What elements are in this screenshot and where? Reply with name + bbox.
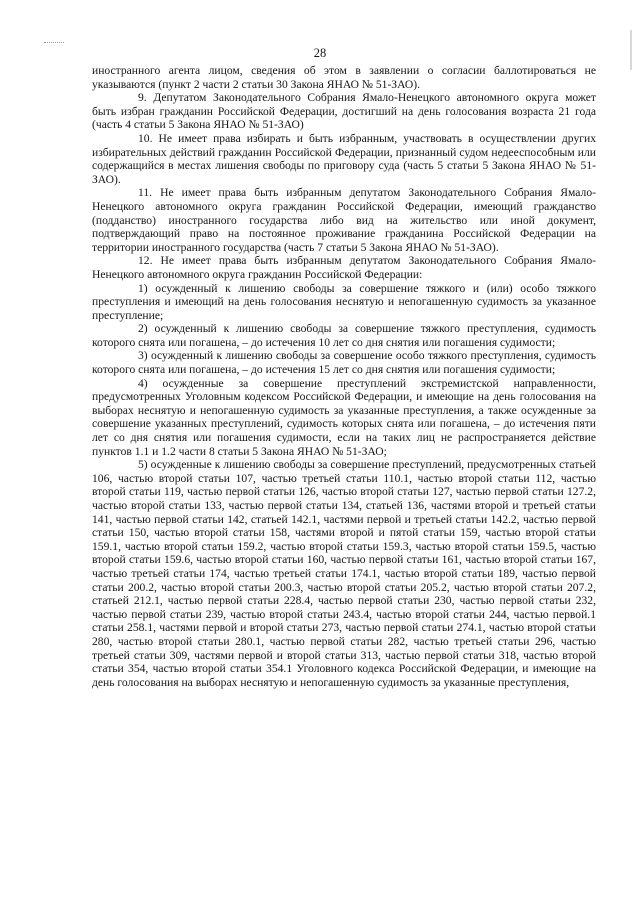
paragraph-subitem-2: 2) осужденный к лишению свободы за совершение тяжкого преступления, судимость которого снята или погашена, – до истечения 10 лет со дня снятия или погашения судимости; <box>92 322 596 349</box>
paragraph-continuation: иностранного агента лицом, сведения об этом в заявлении о согласии баллотироваться не указываются (пункт 2 части 2 статьи 30 Закона ЯНАО № 51-ЗАО). <box>92 64 596 91</box>
document-body <box>92 64 596 689</box>
paragraph-item-10: 10. Не имеет права избирать и быть избранным, участвовать в осуществлении других избирательных действий гражданин Российской Федерации, признанный судом недееспособным или содержащийся в местах лишения свободы по приговору суда (часть 5 статьи 5 Закона ЯНАО № 51-ЗАО). <box>92 131 596 186</box>
paragraph-item-12: 12. Не имеет права быть избранным депутатом Законодательного Собрания Ямало-Ненецкого автономного округа гражданин Российской Федерации: <box>92 254 596 281</box>
scan-artifact-mark <box>44 42 64 43</box>
paragraph-subitem-4: 4) осужденные за совершение преступлений экстремистской направленности, предусмотренных Уголовным кодексом Российской Федерации, и имеющие на день голосования на выборах неснятую и непогашенную судимость за указанные преступления, а также осужденные за совершение указанных преступлений, судимость которых снята или погашена, – до истечения пяти лет со дня снятия или погашения судимости, если на таких лиц не распространяется действие пунктов 1.1 и 1.2 части 8 статьи 5 Закона ЯНАО № 51-ЗАО; <box>92 376 596 458</box>
paragraph-subitem-1: 1) осужденный к лишению свободы за совершение тяжкого и (или) особо тяжкого преступления и имеющий на день голосования неснятую и непогашенную судимость за указанное преступление; <box>92 281 596 322</box>
page-number: 28 <box>313 46 327 60</box>
paragraph-item-9: 9. Депутатом Законодательного Собрания Ямало-Ненецкого автономного округа может быть избран гражданин Российской Федерации, достигший на день голосования возраста 21 года (часть 4 статьи 5 Закона ЯНАО № 51-ЗАО) <box>92 91 596 132</box>
paragraph-subitem-3: 3) осужденный к лишению свободы за совершение особо тяжкого преступления, судимость которого снята или погашена, – до истечения 15 лет со дня снятия или погашения судимости; <box>92 349 596 377</box>
paragraph-subitem-5: 5) осужденные к лишению свободы за совершение преступлений, предусмотренных статьей 106, частью второй статьи 107, частью третьей статьи 110.1, частью второй статьи 112, частью второй статьи 119, частью первой статьи 126, частью второй статьи 127, частью первой статьи 127.2, частью второй статьи 133, частью первой статьи 134, статьей 136, частями второй и третьей статьи 141, частью первой статьи 142, статьей 142.1, частями первой и третьей статьи 142.2, частью первой статьи 150, частью второй статьи 158, частями второй и пятой статьи 159, частью второй статьи 159.1, частью второй статьи 159.2, частью второй статьи 159.3, частью второй статьи 159.5, частью второй статьи 159.6, частью второй статьи 160, частью первой статьи 161, частью второй статьи 167, частью третьей статьи 174, частью третьей статьи 174.1, частью второй статьи 189, частью первой статьи 200.2, частью второй статьи 200.3, частью второй статьи 205.2, частью второй статьи 207.2, статьей 212.1, частью первой статьи 228.4, частью первой статьи 230, частью первой статьи 232, частью первой статьи 239, частью второй статьи 243.4, частью второй статьи 244, частью первой.1 статьи 258.1, частями первой и второй статьи 273, частью первой статьи 274.1, частью второй статьи 280, частью второй статьи 280.1, частью первой статьи 282, частью третьей статьи 296, частью третьей статьи 309, частями первой и второй статьи 313, частью первой статьи 318, частью второй статьи 354, частью второй статьи 354.1 Уголовного кодекса Российской Федерации, и имеющие на день голосования на выборах неснятую и непогашенную судимость за указанные преступления, <box>92 458 596 689</box>
paragraph-item-11: 11. Не имеет права быть избранным депутатом Законодательного Собрания Ямало-Ненецкого автономного округа гражданин Российской Федерации, имеющий гражданство (подданство) иностранного государства либо вид на жительство или иной документ, подтверждающий право на постоянное проживание гражданина Российской Федерации на территории иностранного государства (часть 7 статьи 5 Закона ЯНАО № 51-ЗАО). <box>92 186 596 254</box>
